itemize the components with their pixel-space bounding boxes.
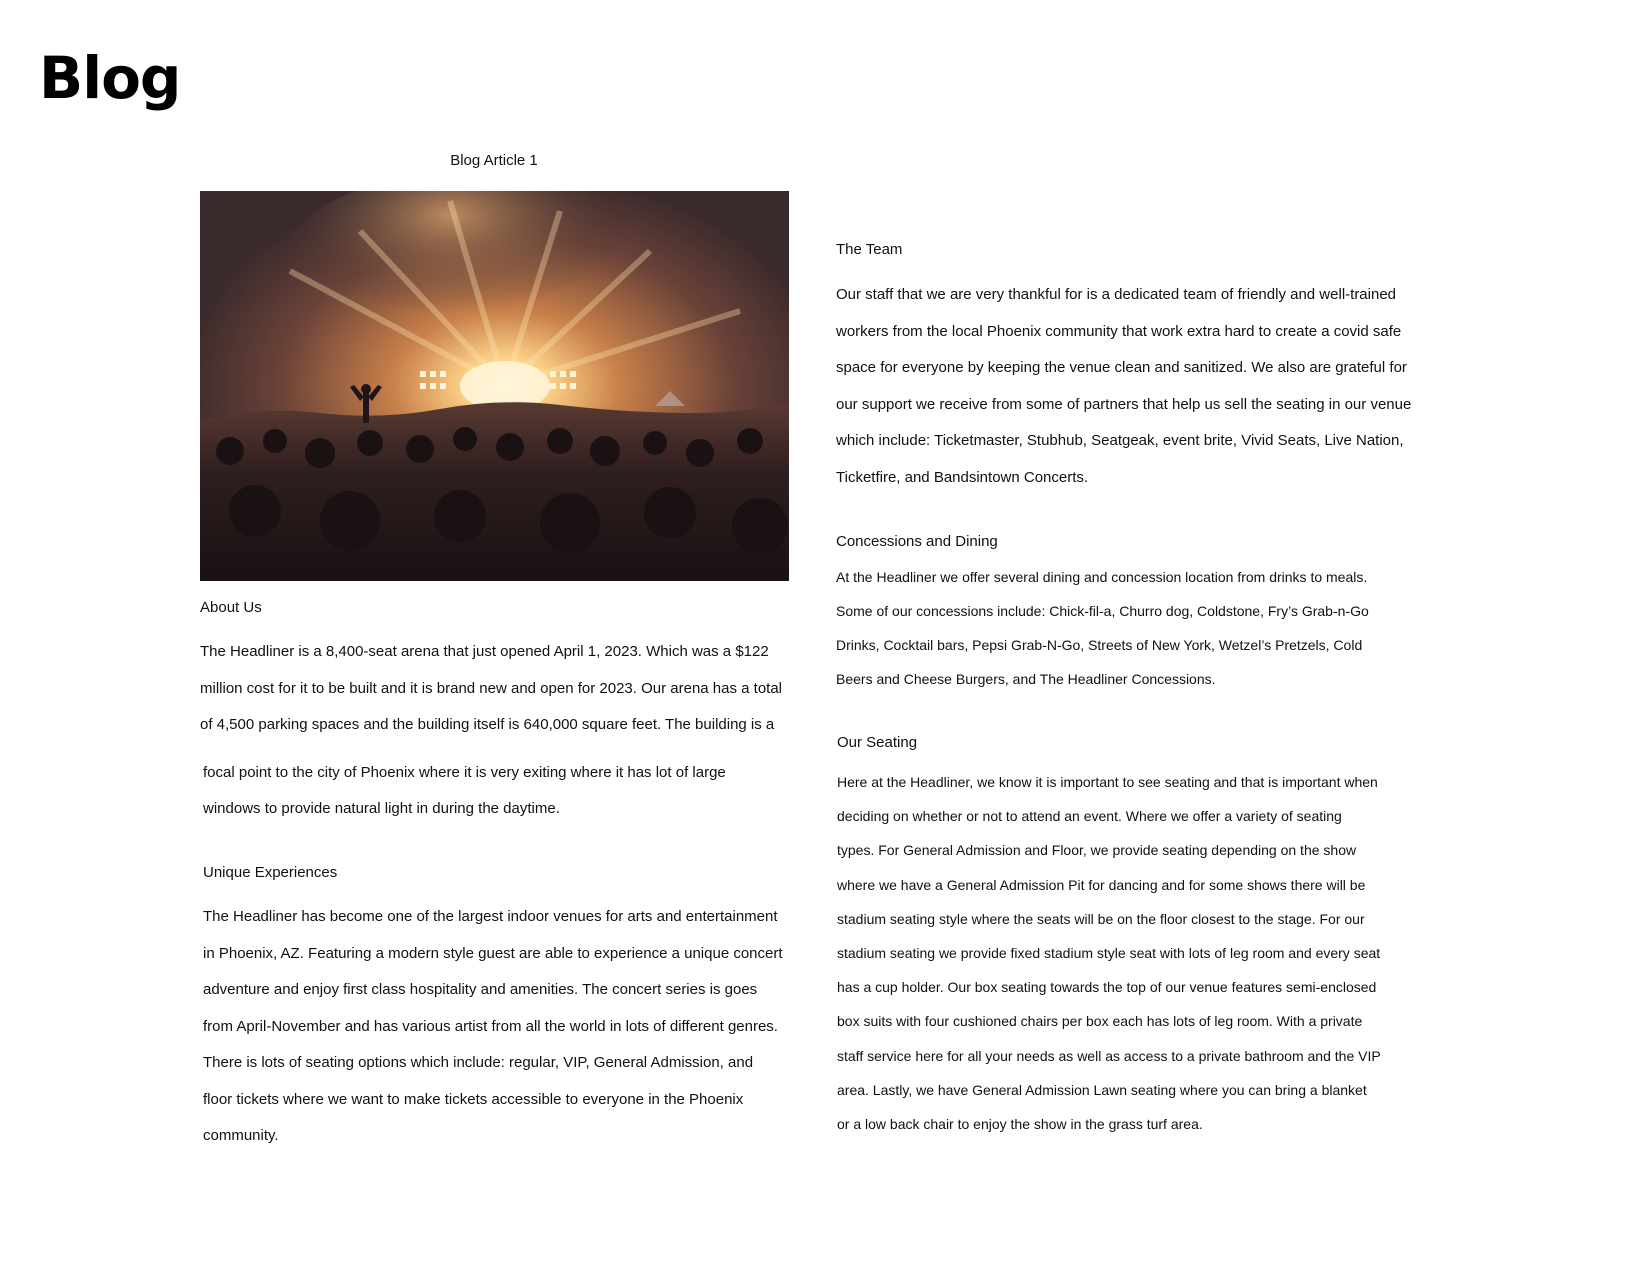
dining-paragraph: At the Headliner we offer several dining and concession location from drinks to meals. Some of our concessions include: Chick-fil-a, Churro dog, Coldstone, Fry’s Grab-n-Go Drinks, Cocktail bars, Pepsi Grab-N-Go, Streets of New York, Wetzel’s Pretzels, Cold Beers and Cheese Burgers, and The Headliner Concessions. [836,569,1369,687]
concert-crowd-photo [200,191,789,581]
seating-section [837,733,1397,1141]
about-heading: About Us [200,599,262,616]
about-paragraph-1: The Headliner is a 8,400-seat arena that just opened April 1, 2023. Which was a $122 million cost for it to be built and it is brand new and open for 2023. Our arena has a total of 4,500 parking spaces and the building itself is 640,000 square feet. The building is a [200,643,783,733]
team-heading: The Team [836,241,903,258]
unique-experiences-heading: Unique Experiences [203,864,338,881]
dining-section [836,532,1396,696]
hero-image [200,191,789,581]
unique-experiences-section [203,863,803,1155]
article-label: Blog Article 1 [450,152,538,169]
team-paragraph: Our staff that we are very thankful for is a dedicated team of friendly and well-trained workers from the local Phoenix community that work extra hard to create a covid safe space for everyone by keeping the venue clean and sanitized. We also are grateful for our support we receive from some of partners that help us sell the seating in our venue which include: Ticketmaster, Stubhub, Seatgeak, event brite, Vivid Seats, Live Nation, Ticketfire, and Bandsintown Concerts. [836,286,1412,486]
about-section [200,598,800,828]
seating-heading: Our Seating [837,734,918,751]
team-section [836,240,1436,496]
page-title: Blog [39,44,181,112]
unique-experiences-paragraph: The Headliner has become one of the largest indoor venues for arts and entertainment in Phoenix, AZ. Featuring a modern style guest are able to experience a unique concert adventure and enjoy first class hospitality and amenities. The concert series is goes from April-November and has various artist from all the world in lots of different genres. There is lots of seating options which include: regular, VIP, General Admission, and floor tickets where we want to make tickets accessible to everyone in the Phoenix community. [203,908,783,1144]
seating-paragraph: Here at the Headliner, we know it is important to see seating and that is important when deciding on whether or not to attend an event. Where we offer a variety of seating types. For General Admission and Floor, we provide seating depending on the show where we have a General Admission Pit for dancing and for some shows there will be stadium seating style where the seats will be on the floor closest to the stage. For our stadium seating we provide fixed stadium style seat with lots of leg room and every seat has a cup holder. Our box seating towards the top of our venue features semi-enclosed box suits with four cushioned chairs per box each has lots of leg room. With a private staff service here for all your needs as well as access to a private bathroom and the VIP area. Lastly, we have General Admission Lawn seating where you can bring a blanket or a low back chair to enjoy the show in the grass turf area. [837,774,1381,1133]
dining-heading: Concessions and Dining [836,533,998,550]
about-paragraph-2: focal point to the city of Phoenix where it is very exiting where it has lot of large windows to provide natural light in during the daytime. [203,763,726,817]
